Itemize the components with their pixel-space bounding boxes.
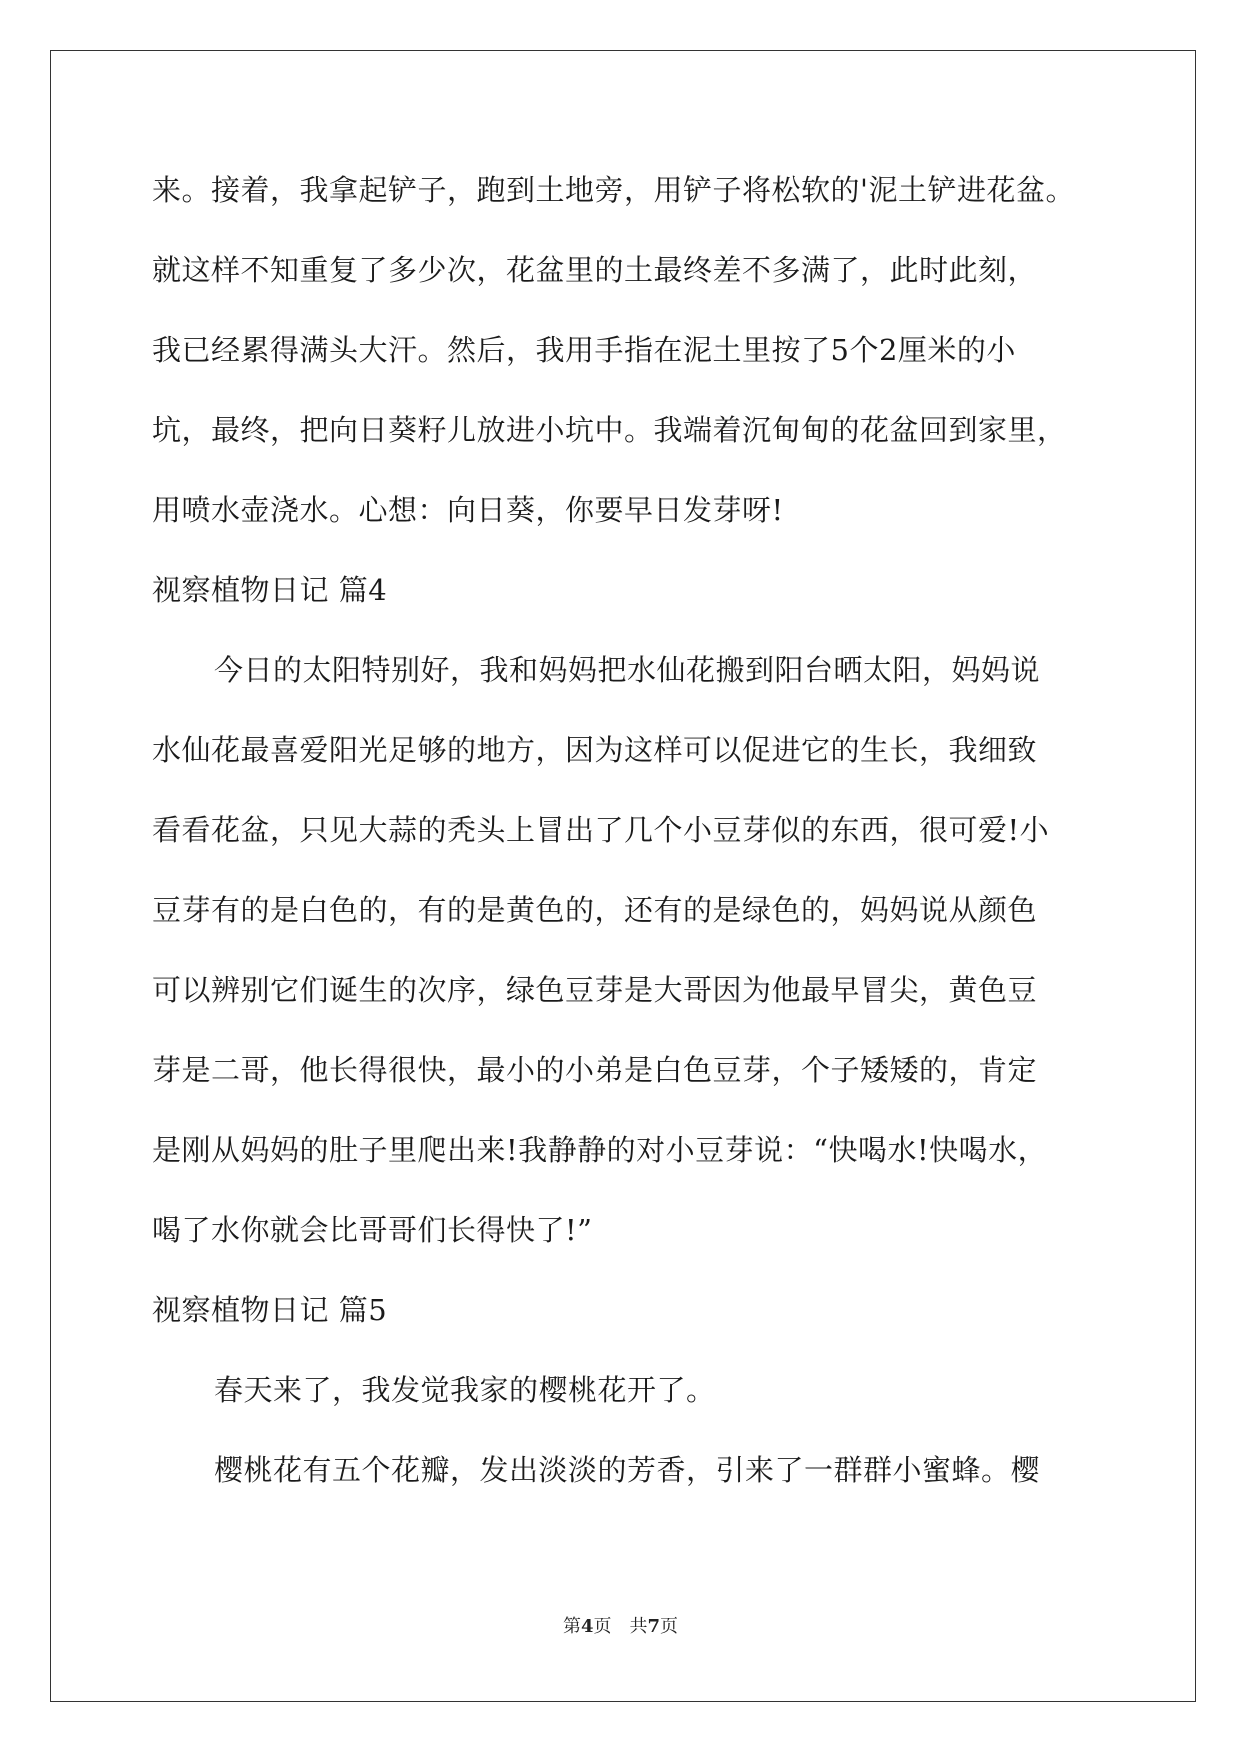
body-line: 就这样不知重复了多少次，花盆里的土最终差不多满了，此时此刻， bbox=[152, 253, 1038, 287]
body-line: 豆芽有的是白色的，有的是黄色的，还有的是绿色的，妈妈说从颜色 bbox=[152, 893, 1038, 927]
footer-suffix: 页 bbox=[660, 1616, 679, 1637]
body-line: 坑，最终，把向日葵籽儿放进小坑中。我端着沉甸甸的花盆回到家里， bbox=[152, 413, 1067, 447]
body-line: 看看花盆，只见大蒜的秃头上冒出了几个小豆芽似的东西，很可爱!小 bbox=[152, 813, 1050, 847]
section-heading: 视察植物日记 篇4 bbox=[152, 573, 388, 607]
body-line: 樱桃花有五个花瓣，发出淡淡的芳香，引来了一群群小蜜蜂。樱 bbox=[214, 1453, 1041, 1487]
body-line: 我已经累得满头大汗。然后，我用手指在泥土里按了5个2厘米的小 bbox=[152, 333, 1016, 367]
footer-middle: 页 共 bbox=[593, 1616, 648, 1637]
page-footer bbox=[0, 1612, 1241, 1638]
section-heading: 视察植物日记 篇5 bbox=[152, 1293, 388, 1327]
body-line: 可以辨别它们诞生的次序，绿色豆芽是大哥因为他最早冒尖，黄色豆 bbox=[152, 973, 1038, 1007]
body-line: 芽是二哥，他长得很快，最小的小弟是白色豆芽，个子矮矮的，肯定 bbox=[152, 1053, 1038, 1087]
body-line: 今日的太阳特别好，我和妈妈把水仙花搬到阳台晒太阳，妈妈说 bbox=[214, 653, 1041, 687]
body-line: 春天来了，我发觉我家的樱桃花开了。 bbox=[214, 1373, 716, 1407]
body-line: 喝了水你就会比哥哥们长得快了!” bbox=[152, 1213, 593, 1247]
body-line: 水仙花最喜爱阳光足够的地方，因为这样可以促进它的生长，我细致 bbox=[152, 733, 1038, 767]
total-page-number: 7 bbox=[647, 1616, 661, 1637]
body-line: 是刚从妈妈的肚子里爬出来!我静静的对小豆芽说：“快喝水!快喝水， bbox=[152, 1133, 1048, 1167]
footer-prefix: 第 bbox=[562, 1616, 581, 1637]
body-line: 用喷水壶浇水。心想：向日葵，你要早日发芽呀! bbox=[152, 493, 784, 527]
body-line: 来。接着，我拿起铲子，跑到土地旁，用铲子将松软的'泥土铲进花盆。 bbox=[152, 173, 1075, 207]
current-page-number: 4 bbox=[580, 1616, 594, 1637]
